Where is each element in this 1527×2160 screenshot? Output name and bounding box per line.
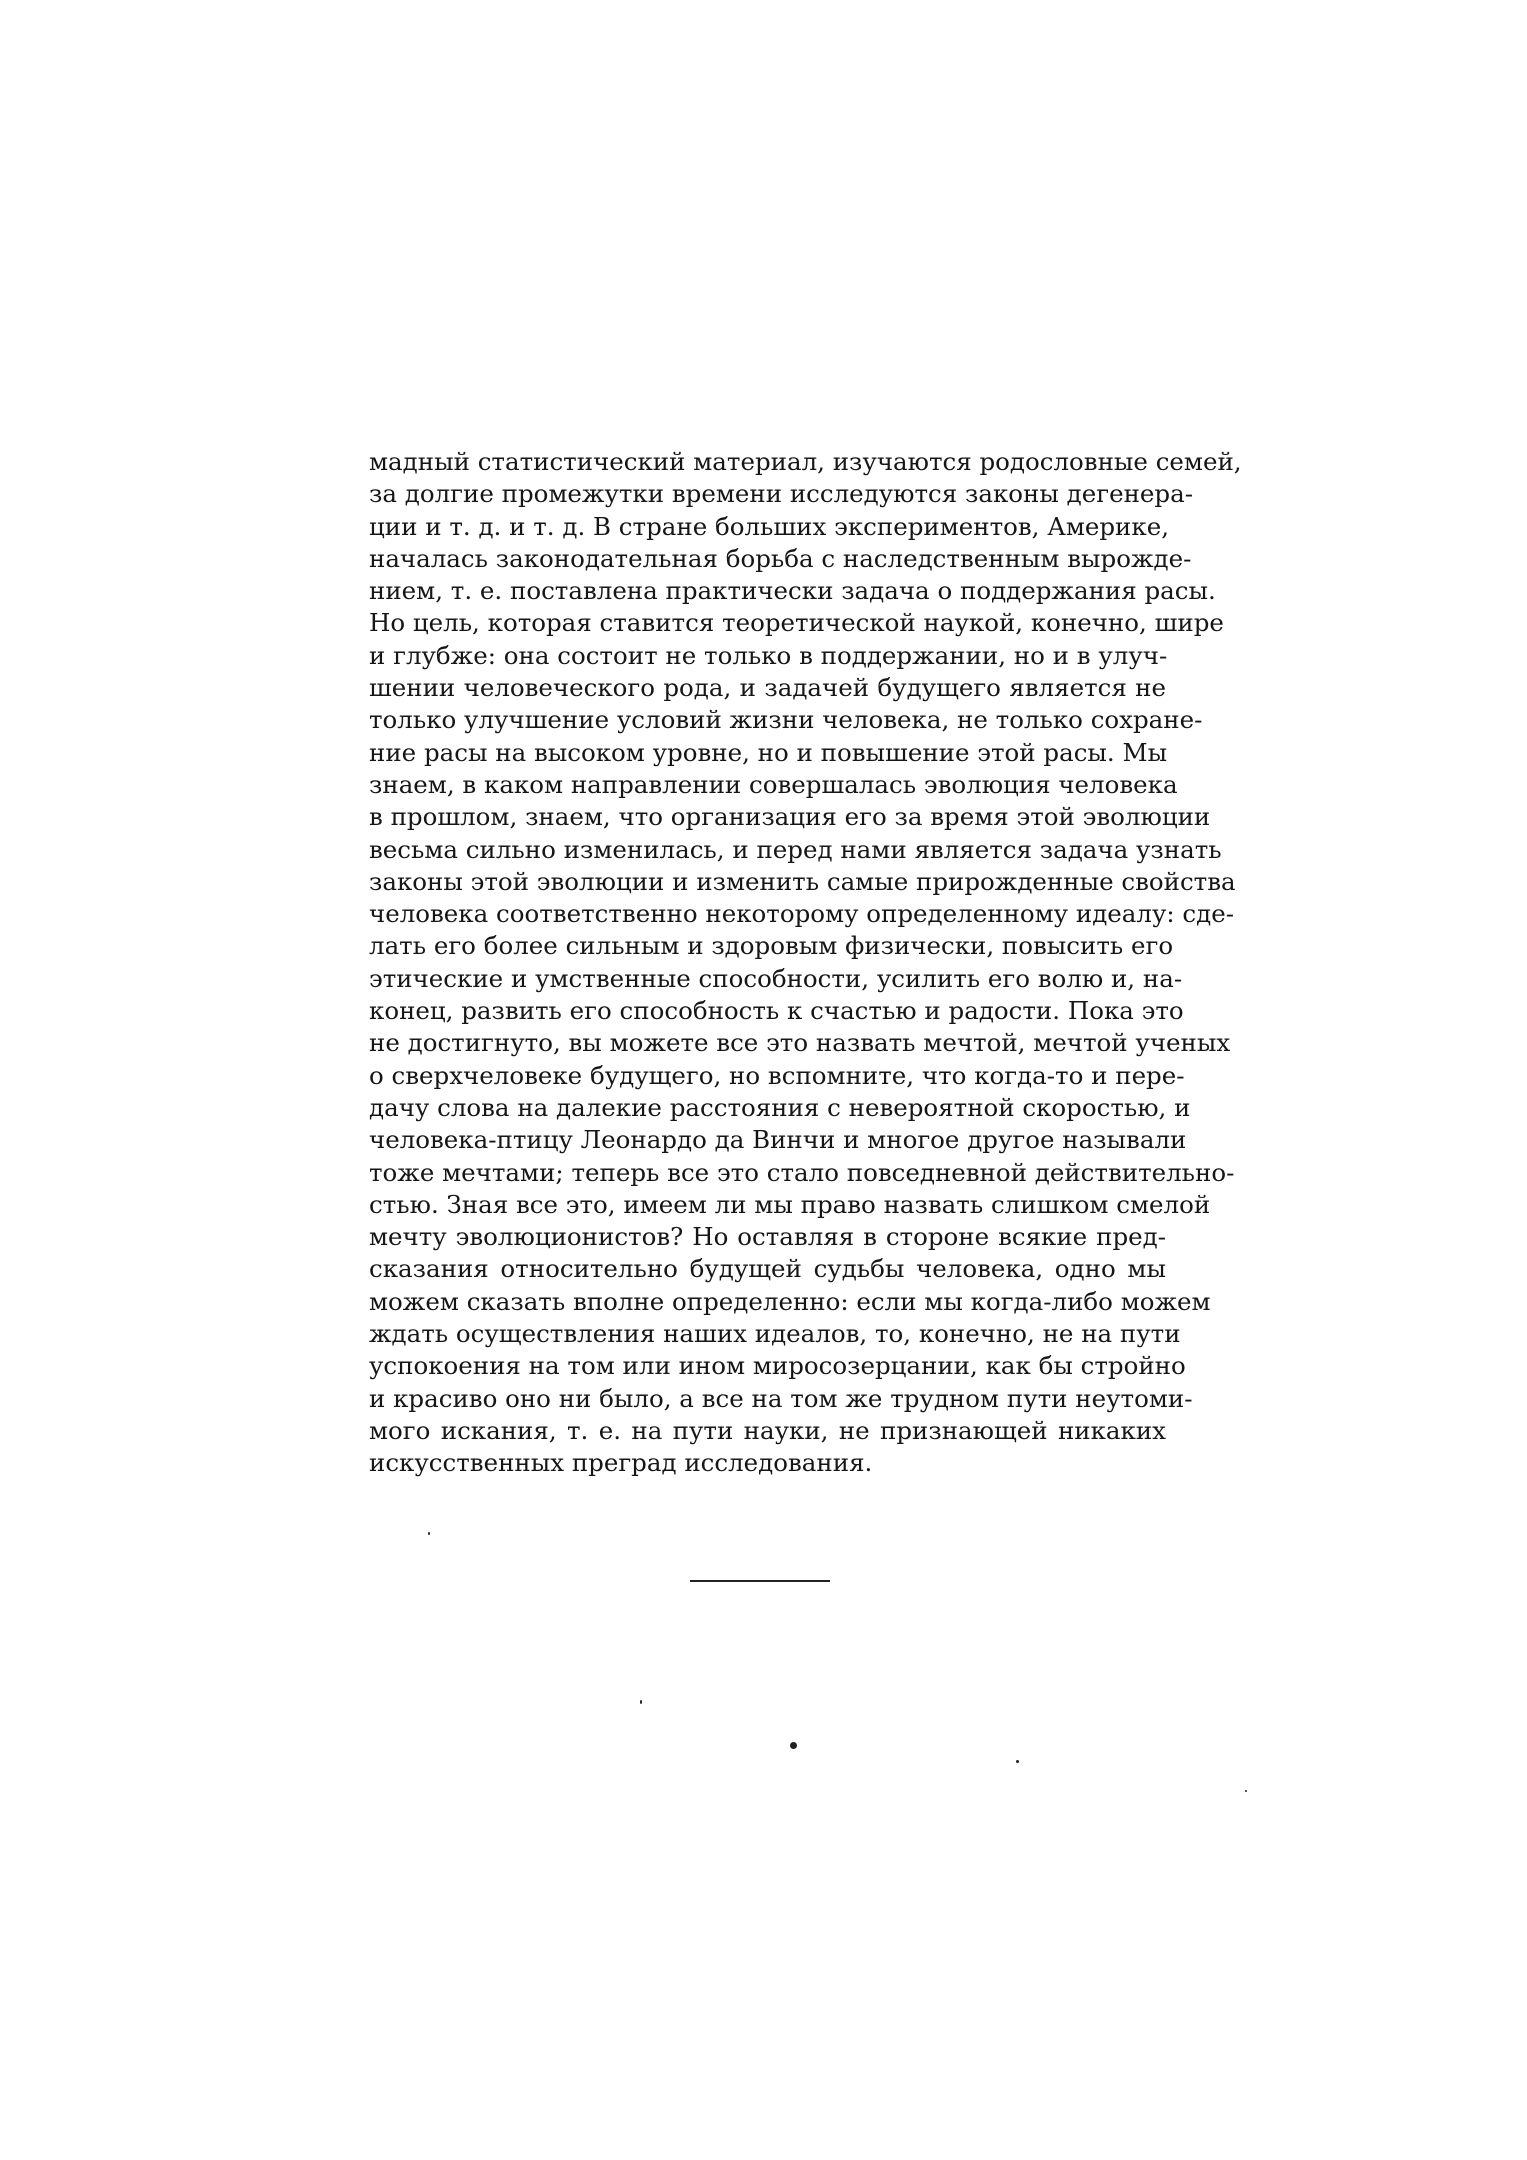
text-line: этические и умственные способности, усилить его волю и, на- bbox=[369, 963, 1183, 993]
text-line: конец, развить его способность к счастью и радости. Пока это bbox=[369, 996, 1184, 1026]
text-line: мого искания, т. е. на пути науки, не признающей никаких bbox=[369, 1415, 1166, 1445]
end-separator-rule bbox=[690, 1580, 830, 1582]
text-line: стью. Зная все это, имеем ли мы право назвать слишком смелой bbox=[369, 1189, 1211, 1219]
ink-speck bbox=[640, 1700, 642, 1704]
text-line: и глубже: она состоит не только в поддержании, но и в улуч- bbox=[369, 640, 1168, 670]
text-line: человека-птицу Леонардо да Винчи и многое другое называли bbox=[369, 1125, 1187, 1155]
text-line: о сверхчеловеке будущего, но вспомните, что когда-то и пере- bbox=[369, 1060, 1185, 1090]
text-line: нием, т. е. поставлена практически задача о поддержания расы. bbox=[369, 576, 1216, 606]
text-line: успокоения на том или ином миросозерцании, как бы стройно bbox=[369, 1351, 1186, 1381]
text-line: весьма сильно изменилась, и перед нами является задача узнать bbox=[369, 834, 1222, 864]
text-line: и красиво оно ни было, а все на том же трудном пути неутоми- bbox=[369, 1383, 1193, 1413]
text-line: в прошлом, знаем, что организация его за время этой эволюции bbox=[369, 802, 1211, 832]
text-line: законы этой эволюции и изменить самые прирожденные свойства bbox=[369, 866, 1236, 896]
text-line: искусственных преград исследования. bbox=[369, 1448, 873, 1478]
text-line: началась законодательная борьба с наследственным вырожде- bbox=[369, 543, 1192, 573]
text-line: мадный статистический материал, изучаются родословные семей, bbox=[369, 447, 1242, 476]
text-line: шении человеческого рода, и задачей будущего является не bbox=[369, 673, 1166, 703]
text-line: сказания относительно будущей судьбы человека, одно мы bbox=[369, 1254, 1166, 1284]
ink-speck bbox=[1245, 1790, 1247, 1792]
ink-speck bbox=[428, 1532, 430, 1535]
ink-speck bbox=[790, 1742, 797, 1749]
text-line: человека соответственно некоторому определенному идеалу: сде- bbox=[369, 899, 1234, 929]
text-line: мечту эволюционистов? Но оставляя в стороне всякие пред- bbox=[369, 1222, 1166, 1252]
ink-speck bbox=[1016, 1760, 1019, 1763]
text-line: за долгие промежутки времени исследуются законы дегенера- bbox=[369, 479, 1193, 509]
text-line: знаем, в каком направлении совершалась эволюция человека bbox=[369, 769, 1178, 799]
text-line: можем сказать вполне определенно: если мы когда-либо можем bbox=[369, 1286, 1211, 1316]
text-line: только улучшение условий жизни человека, не только сохране- bbox=[369, 705, 1203, 735]
body-paragraph bbox=[369, 446, 1242, 1480]
text-line: тоже мечтами; теперь все это стало повседневной действительно- bbox=[369, 1157, 1235, 1187]
text-line: лать его более сильным и здоровым физически, повысить его bbox=[369, 931, 1174, 961]
text-line: Но цель, которая ставится теоретической наукой, конечно, шире bbox=[369, 608, 1224, 638]
text-line: не достигнуто, вы можете все это назвать мечтой, мечтой ученых bbox=[369, 1028, 1231, 1058]
text-line: ждать осуществления наших идеалов, то, конечно, не на пути bbox=[369, 1319, 1181, 1349]
text-line: дачу слова на далекие расстояния с невероятной скоростью, и bbox=[369, 1092, 1191, 1122]
text-line: ции и т. д. и т. д. В стране больших экспериментов, Америке, bbox=[369, 511, 1169, 541]
text-line: ние расы на высоком уровне, но и повышение этой расы. Мы bbox=[369, 737, 1168, 767]
